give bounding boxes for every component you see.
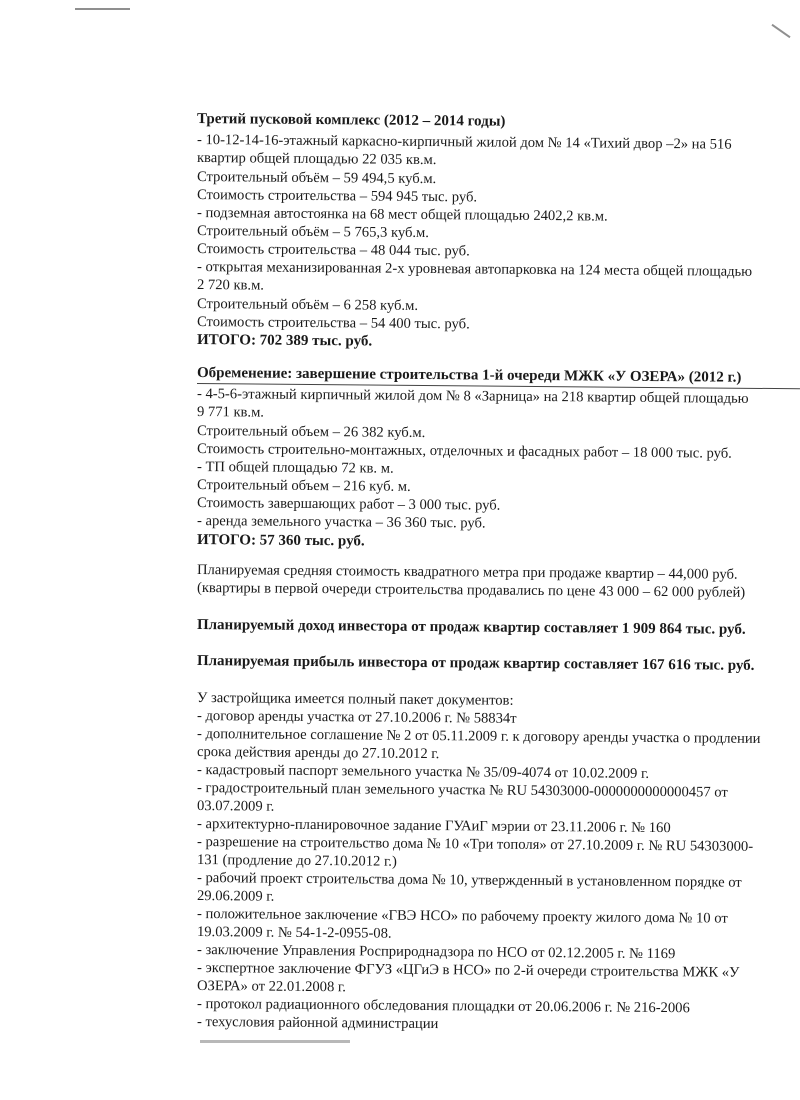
document-item: - дополнительное соглашение № 2 от 05.11.2009 г. к договору аренды участка о продлении — [196, 726, 761, 747]
document-item: - протокол радиационного обследования площадки от 20.06.2006 г. № 216-2006 — [196, 996, 690, 1017]
encumbrance-line: - ТП общей площадью 72 кв. м. — [196, 459, 394, 477]
encumbrance-line: Строительный объем – 26 382 куб.м. — [196, 423, 426, 441]
scan-artifact — [771, 24, 790, 38]
document-item: - договор аренды участка от 27.10.2006 г. № 58834т — [196, 708, 517, 727]
document-item: 03.07.2009 г. — [196, 798, 275, 815]
section3-line: Стоимость строительства – 48 044 тыс. руб. — [196, 241, 470, 260]
scan-artifact — [75, 8, 130, 10]
section3-line: квартир общей площадью 22 035 кв.м. — [196, 150, 437, 169]
section3-line: Строительный объём – 5 765,3 куб.м. — [196, 223, 430, 242]
cut-off-text-fragment — [200, 1040, 350, 1043]
encumbrance-line: Стоимость строительно-монтажных, отделочных и фасадных работ – 18 000 тыс. руб. — [196, 441, 732, 462]
document-item: - положительное заключение «ГВЭ НСО» по рабочему проекту жилого дома № 10 от — [196, 906, 728, 927]
section3-line: Стоимость строительства – 594 945 тыс. руб. — [196, 187, 478, 206]
section3-line: Строительный объём – 59 494,5 куб.м. — [196, 169, 437, 188]
document-item: ОЗЕРА» от 22.01.2008 г. — [196, 978, 347, 996]
encumbrance-line: Стоимость завершающих работ – 3 000 тыс. руб. — [196, 495, 501, 514]
income-statement: Планируемый доход инвестора от продаж квартир составляет 1 909 864 тыс. руб. — [196, 617, 746, 638]
encumbrance-line: - 4-5-6-этажный кирпичный жилой дом № 8 «Зарница» на 218 квартир общей площадью — [196, 386, 749, 407]
pricing-line: Планируемая средняя стоимость квадратного метра при продаже квартир – 44,000 руб. — [196, 562, 738, 583]
section3-heading: Третий пусковой комплекс (2012 – 2014 годы) — [196, 111, 506, 130]
document-item: - техусловия районной администрации — [196, 1014, 439, 1033]
document-item: - разрешение на строительство дома № 10 «Три тополя» от 27.10.2009 г. № RU 54303000- — [196, 834, 754, 855]
encumbrance-line: - аренда земельного участка – 36 360 тыс. руб. — [196, 513, 486, 532]
document-item: - рабочий проект строительства дома № 10, утвержденный в установленном порядке от — [196, 870, 742, 891]
document-item: срока действия аренды до 27.10.2012 г. — [196, 744, 440, 763]
document-item: - экспертное заключение ФГУЗ «ЦГиЭ в НСО» по 2-й очереди строительства МЖК «У — [196, 960, 740, 981]
section3-line: - 10-12-14-16-этажный каркасно-кирпичный жилой дом № 14 «Тихий двор –2» на 516 — [196, 132, 732, 153]
section3-line: - открытая механизированная 2-х уровневая автопарковка на 124 места общей площадью — [196, 259, 753, 280]
document-item: 131 (продление до 27.10.2012 г.) — [196, 852, 397, 870]
document-item: - архитектурно-планировочное задание ГУАиГ мэрии от 23.11.2006 г. № 160 — [196, 816, 671, 837]
section3-total: ИТОГО: 702 389 тыс. руб. — [196, 332, 373, 350]
documents-intro: У застройщика имеется полный пакет документов: — [196, 690, 514, 709]
section3-line: Стоимость строительства – 54 400 тыс. руб. — [196, 314, 470, 333]
encumbrance-total: ИТОГО: 57 360 тыс. руб. — [196, 532, 365, 550]
pricing-line: (квартиры в первой очереди строительства продавались по цене 43 000 – 62 000 рублей) — [196, 580, 746, 601]
encumbrance-line: Строительный объем – 216 куб. м. — [196, 477, 411, 495]
encumbrance-heading: Обременение: завершение строительства 1-й очереди МЖК «У ОЗЕРА» (2012 г.) — [196, 365, 742, 386]
section3-line: 2 720 кв.м. — [196, 277, 265, 294]
document-item: 19.03.2009 г. № 54-1-2-0955-08. — [196, 924, 392, 942]
document-item: - градостроительный план земельного участка № RU 54303000-0000000000000457 от — [196, 780, 728, 801]
document-item: - заключение Управления Росприроднадзора по НСО от 02.12.2005 г. № 1169 — [196, 942, 676, 963]
encumbrance-line: 9 771 кв.м. — [196, 404, 265, 421]
profit-statement: Планируемая прибыль инвестора от продаж квартир составляет 167 616 тыс. руб. — [196, 653, 755, 674]
section3-line: - подземная автостоянка на 68 мест общей площадью 2402,2 кв.м. — [196, 205, 608, 225]
document-item: - кадастровый паспорт земельного участка № 35/09-4074 от 10.02.2009 г. — [196, 762, 650, 782]
section3-line: Строительный объём – 6 258 куб.м. — [196, 296, 419, 314]
document-item: 29.06.2009 г. — [196, 888, 275, 905]
